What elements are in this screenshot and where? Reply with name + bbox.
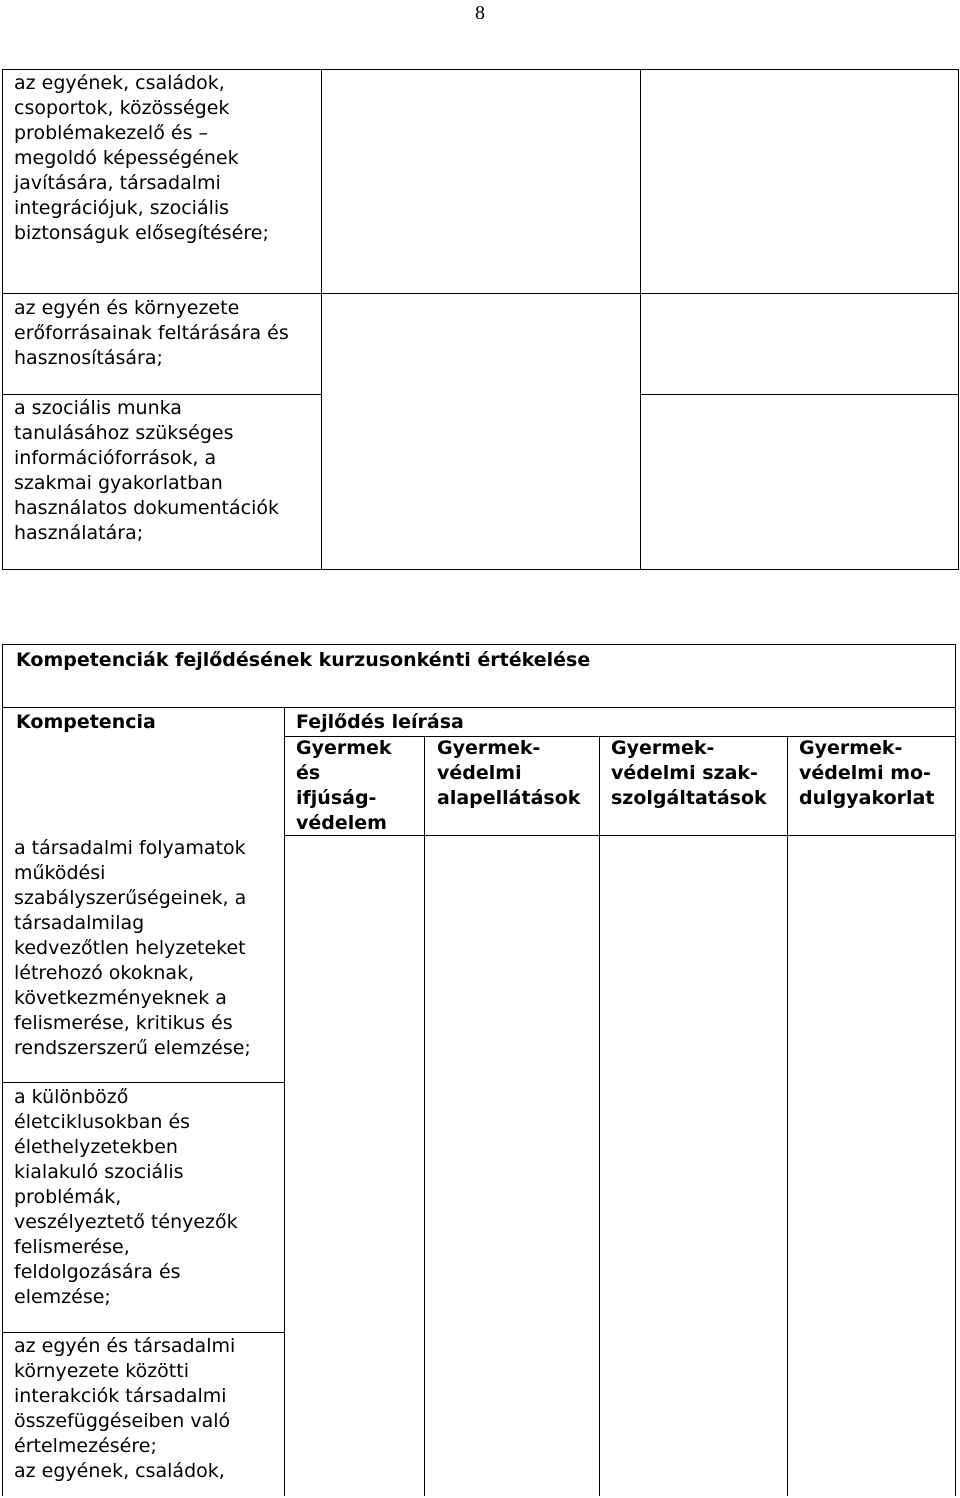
column-header-development: Fejlődés leírása [296,711,464,733]
competence-row: az egyének, családok, [14,1460,225,1482]
competence-row: a társadalmi folyamatok működési szabályszerűségeinek, a társadalmilag kedvezőtlen helyzeteket létrehozó okoknak, következményeknek a felismerése, kritikus és rendszerszerű elemzése; [14,837,251,1059]
competence-row: az egyén és társadalmi környezete közötti interakciók társadalmi összefüggéseiben való értelmezésére; [14,1335,236,1457]
top-table-row: az egyének, családok, csoportok, közösségek problémakezelő és – megoldó képességének javítására, társadalmi integrációjuk, szociális biztonságuk elősegítésére; [14,72,269,244]
subcolumn-header: Gyermek- védelmi szak- szolgáltatások [611,737,767,809]
competence-row: a különböző életciklusokban és élethelyzetekben kialakuló szociális problémák, veszélyeztető tényezők felismerése, feldolgozására és elemzése; [14,1086,238,1308]
page-number: 8 [475,2,485,24]
column-header-competence: Kompetencia [16,711,156,733]
subcolumn-header: Gyermek és ifjúság- védelem [296,737,392,834]
evaluation-table-title: Kompetenciák fejlődésének kurzusonkénti értékelése [16,649,591,671]
subcolumn-header: Gyermek- védelmi alapellátások [437,737,581,809]
subcolumn-header: Gyermek- védelmi mo- dulgyakorlat [799,737,935,809]
top-table-row: a szociális munka tanulásához szükséges információforrások, a szakmai gyakorlatban használatos dokumentációk használatára; [14,397,280,544]
top-table-row: az egyén és környezete erőforrásainak feltárására és hasznosítására; [14,297,289,369]
